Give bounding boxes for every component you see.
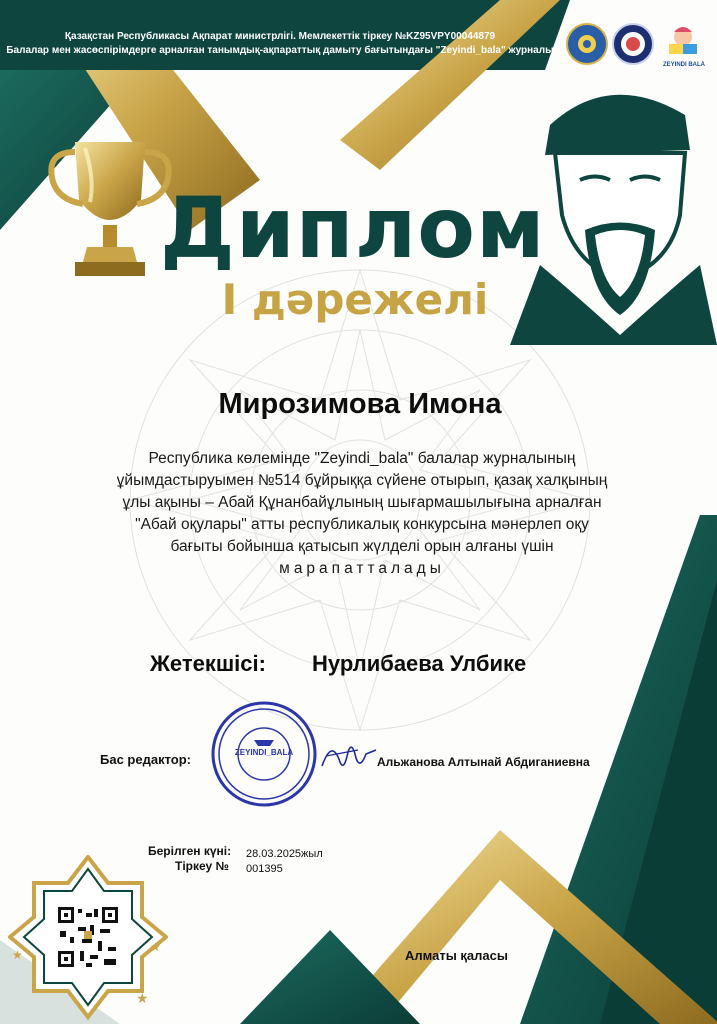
supervisor-name: Нурлибаева Улбике (312, 651, 527, 676)
issue-date-label: Берілген күні: (148, 844, 232, 858)
signature-icon (318, 732, 378, 776)
svg-text:★: ★ (136, 990, 149, 1006)
awarded-word: марапатталады (279, 560, 445, 577)
ministry-emblem-icon (566, 23, 608, 65)
award-text-line: бағыты бойынша қатысып жүлделі орын алғаны үшін (170, 538, 554, 555)
recipient-name: Мирозимова Имона (218, 388, 502, 420)
award-text-line: Республика көлемінде "Zeyindi_bala" балалар журналының (148, 450, 576, 467)
diploma-title: Диплом (160, 179, 546, 277)
city-name: Алматы қаласы (405, 948, 508, 963)
award-text (72, 448, 652, 580)
editor-name: Альжанова Алтынай Абдиганиевна (377, 755, 590, 769)
editor-label: Бас редактор: (100, 752, 191, 767)
qr-code-icon (8, 855, 168, 1020)
svg-text:★: ★ (12, 948, 23, 962)
trophy-icon (45, 130, 175, 290)
stamp-center-text: ZEYINDI_BALA (234, 748, 294, 757)
svg-text:★: ★ (150, 940, 161, 954)
registration-label: Тіркеу № (175, 859, 229, 873)
award-text-line: ұлы ақыны – Абай Құнанбайұлының шығармашылығына арналған (122, 494, 602, 511)
award-text-line: "Абай оқулары" атты республикалық конкурсына мәнерлеп оқу (135, 516, 589, 533)
right-badge-text: ZEYINDI BALA (663, 62, 705, 68)
supervisor-label: Жетекшісі: (150, 651, 266, 676)
header-line-registration: Қазақстан Республикасы Ақпарат министрлігі. Мемлекеттік тіркеу №KZ95VPY00044879 (64, 31, 496, 42)
issue-date-value: 28.03.2025жыл (246, 848, 323, 860)
registration-value: 001395 (246, 863, 283, 875)
award-text-line: ұйымдастыруымен №514 бұйрыққа сүйене отырып, қазақ халқының (116, 472, 608, 489)
header-line-journal: Балалар мен жасөспірімдерге арналған танымдық-ақпараттық дамыту бағытындағы "Zeyindi_bala" журналы (6, 45, 554, 56)
zeyindi-bala-logo-icon (660, 22, 706, 66)
journal-emblem-icon (612, 23, 654, 65)
diploma-degree: I дәрежелі (221, 275, 489, 324)
